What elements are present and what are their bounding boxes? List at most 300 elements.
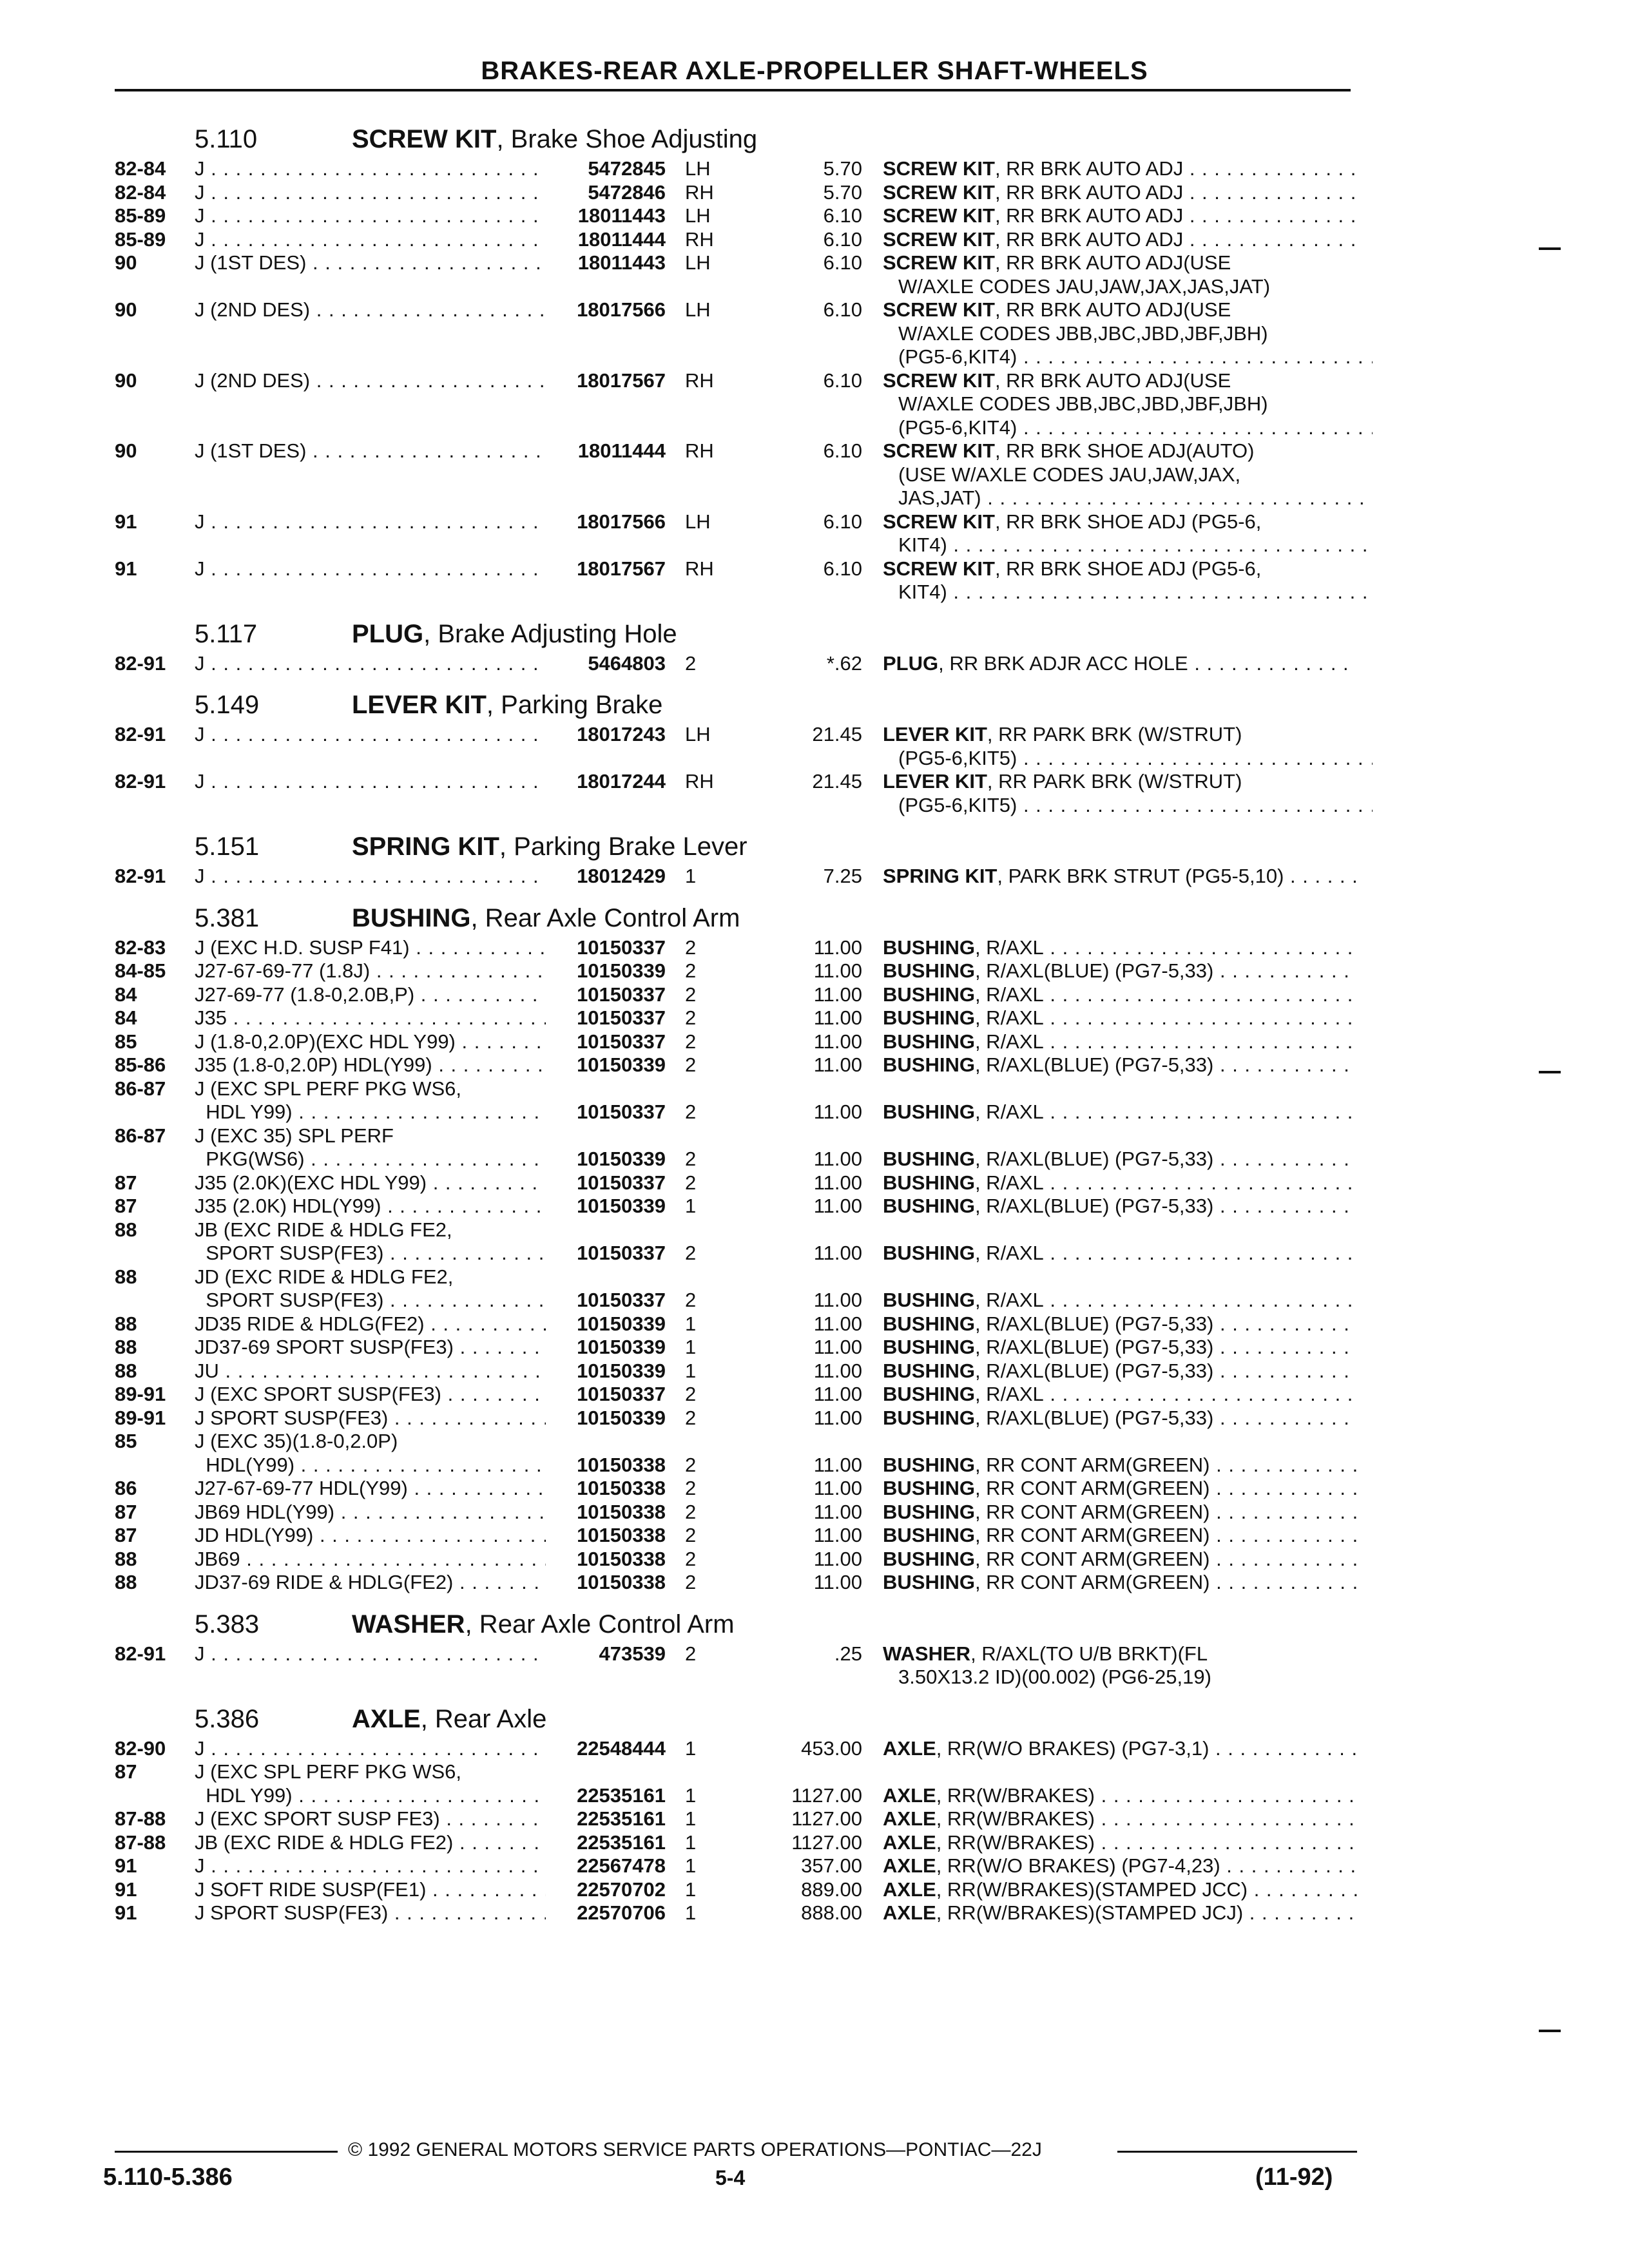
model-years: 88 xyxy=(115,1218,137,1241)
part-number: 10150339 xyxy=(577,1359,666,1382)
section-number: 5.383 xyxy=(195,1610,260,1639)
leader-dots xyxy=(453,1571,546,1593)
leader-dots xyxy=(1095,1807,1357,1830)
application-text: J27-69-77 (1.8-0,2.0B,P) xyxy=(195,983,415,1006)
quantity: RH xyxy=(685,369,714,392)
application-desc xyxy=(195,1760,546,1784)
price: 6.10 xyxy=(823,204,862,227)
leader-dots xyxy=(456,1030,546,1053)
part-number: 5472845 xyxy=(588,157,666,180)
part-name xyxy=(883,1548,1357,1571)
part-name-text: , R/AXL xyxy=(974,936,1044,959)
section-title-main: LEVER KIT xyxy=(352,691,487,719)
part-name-text: (PG5-6,KIT5) xyxy=(898,746,1017,769)
application-text: J (2ND DES) xyxy=(195,298,311,321)
part-name-bold: SPRING KIT xyxy=(883,865,998,887)
application-text: JD35 RIDE & HDLG(FE2) xyxy=(195,1312,425,1335)
application-desc xyxy=(195,1383,546,1407)
part-name xyxy=(883,1030,1357,1054)
section-title xyxy=(352,832,747,861)
part-name-bold: BUSHING xyxy=(883,1242,975,1264)
application-desc xyxy=(195,1148,546,1171)
part-name-text: , RR CONT ARM(GREEN) xyxy=(974,1500,1210,1523)
part-name-text: KIT4) xyxy=(898,581,947,603)
price: 21.45 xyxy=(812,770,862,793)
page-title: BRAKES-REAR AXLE-PROPELLER SHAFT-WHEELS xyxy=(481,57,1148,85)
application-text: JB (EXC RIDE & HDLG FE2) xyxy=(195,1831,454,1854)
leader-dots xyxy=(1210,1454,1357,1476)
part-name-text: , RR(W/BRAKES) xyxy=(936,1783,1095,1807)
part-name xyxy=(883,865,1357,889)
part-name-text: , R/AXL xyxy=(974,1289,1044,1311)
price: 11.00 xyxy=(813,959,862,982)
part-row xyxy=(115,1265,1358,1312)
leader-dots xyxy=(1213,1195,1357,1217)
application-desc xyxy=(195,1030,546,1054)
application-desc xyxy=(195,959,546,983)
part-name-bold: BUSHING xyxy=(883,1500,975,1523)
quantity: 2 xyxy=(685,1642,697,1665)
part-name xyxy=(883,204,1357,228)
application-text: J27-67-69-77 (1.8J) xyxy=(195,959,371,982)
quantity: 2 xyxy=(685,1289,697,1311)
leader-dots xyxy=(1044,1171,1357,1194)
leader-dots xyxy=(293,1100,546,1123)
price: 11.00 xyxy=(813,1336,862,1358)
quantity: LH xyxy=(685,723,711,745)
part-name-bold: SCREW KIT xyxy=(883,557,995,580)
part-row xyxy=(115,510,1358,557)
part-row xyxy=(115,1430,1358,1477)
application-desc xyxy=(195,1524,546,1548)
price: 7.25 xyxy=(823,865,862,887)
application-desc xyxy=(195,1784,546,1808)
part-name-bold: SCREW KIT xyxy=(883,369,995,392)
part-name-bold: BUSHING xyxy=(883,1006,975,1029)
part-name-text: , R/AXL(BLUE) (PG7-5,33) xyxy=(974,1312,1214,1335)
section-title xyxy=(352,125,757,154)
quantity: 2 xyxy=(685,1383,697,1405)
part-row xyxy=(115,1878,1358,1902)
part-row xyxy=(115,1407,1358,1430)
part-name xyxy=(883,581,1373,604)
part-number: 10150339 xyxy=(577,959,666,982)
part-number: 10150337 xyxy=(577,1030,666,1053)
application-text: J xyxy=(195,204,205,227)
model-years: 88 xyxy=(115,1265,137,1288)
section-title-main: BUSHING xyxy=(352,903,471,932)
application-text: J (EXC 35) SPL PERF xyxy=(195,1124,394,1147)
quantity: 2 xyxy=(685,1053,697,1076)
leader-dots xyxy=(305,1148,546,1170)
part-number: 18012429 xyxy=(577,865,666,887)
quantity: 2 xyxy=(685,1477,697,1499)
model-years: 82-84 xyxy=(115,180,166,204)
part-name-text: , R/AXL xyxy=(974,1383,1044,1405)
model-years: 86-87 xyxy=(115,1077,166,1100)
section-title xyxy=(352,691,662,720)
price: 6.10 xyxy=(823,557,862,580)
part-row xyxy=(115,1336,1358,1360)
part-row xyxy=(115,181,1358,205)
application-desc xyxy=(195,1312,546,1336)
quantity: 1 xyxy=(685,1336,697,1358)
section-number: 5.386 xyxy=(195,1704,260,1733)
leader-dots xyxy=(1210,1571,1357,1593)
part-row xyxy=(115,204,1358,228)
leader-dots xyxy=(454,1336,546,1358)
application-text: JB69 xyxy=(195,1547,240,1570)
part-name xyxy=(883,181,1357,205)
part-number: 10150339 xyxy=(577,1406,666,1429)
revision-date: (11-92) xyxy=(1255,2164,1333,2191)
application-desc xyxy=(195,181,546,205)
application-desc xyxy=(195,1218,546,1242)
quantity: LH xyxy=(685,510,711,533)
model-years: 91 xyxy=(115,1854,137,1877)
leader-dots xyxy=(205,510,546,533)
part-name xyxy=(883,1195,1357,1218)
part-name-bold: BUSHING xyxy=(883,936,975,959)
leader-dots xyxy=(1044,1030,1357,1053)
leader-dots xyxy=(205,723,546,745)
part-name-text: , R/AXL xyxy=(974,1171,1044,1194)
model-years: 82-83 xyxy=(115,936,166,959)
section-title xyxy=(352,1705,546,1734)
part-row xyxy=(115,936,1358,960)
application-text: JB69 HDL(Y99) xyxy=(195,1500,335,1523)
price: 11.00 xyxy=(813,1453,862,1476)
part-number: 5464803 xyxy=(588,651,666,675)
part-name-text: (PG5-6,KIT4) xyxy=(898,345,1017,368)
application-desc xyxy=(195,1807,546,1831)
part-name-bold: LEVER KIT xyxy=(883,723,987,745)
part-name-bold: PLUG xyxy=(883,651,939,675)
price: 6.10 xyxy=(823,251,862,274)
quantity: 2 xyxy=(685,959,697,982)
section-number: 5.381 xyxy=(195,903,260,932)
leader-dots xyxy=(1183,204,1357,227)
part-name-text: , RR(W/BRAKES) xyxy=(936,1807,1095,1830)
application-text: J xyxy=(195,1736,205,1760)
price: 357.00 xyxy=(801,1854,862,1877)
part-number: 22548444 xyxy=(577,1736,666,1760)
quantity: RH xyxy=(685,557,714,580)
quantity: 2 xyxy=(685,1500,697,1523)
application-desc xyxy=(195,157,546,181)
part-name-bold: BUSHING xyxy=(883,1359,975,1382)
part-row xyxy=(115,1831,1358,1855)
price: 6.10 xyxy=(823,227,862,251)
part-number: 18017567 xyxy=(577,369,666,392)
quantity: 2 xyxy=(685,1406,697,1429)
section-title-rest: , Brake Adjusting Hole xyxy=(423,619,677,648)
application-text: J (1.8-0,2.0P)(EXC HDL Y99) xyxy=(195,1030,456,1053)
application-text: PKG(WS6) xyxy=(195,1148,305,1170)
part-name-bold: LEVER KIT xyxy=(883,770,987,793)
section-heading xyxy=(115,125,1358,157)
price: 11.00 xyxy=(813,1500,862,1523)
model-years: 82-91 xyxy=(115,865,166,887)
application-desc xyxy=(195,1242,546,1265)
application-desc xyxy=(195,1642,546,1666)
part-name-bold: BUSHING xyxy=(883,959,975,982)
part-number: 10150337 xyxy=(577,1242,666,1264)
model-years: 88 xyxy=(115,1359,137,1382)
price: 6.10 xyxy=(823,369,862,392)
leader-dots xyxy=(1210,1548,1357,1570)
leader-dots xyxy=(1183,181,1357,204)
leader-dots xyxy=(310,369,546,392)
quantity: 2 xyxy=(685,1547,697,1570)
application-text: JD37-69 SPORT SUSP(FE3) xyxy=(195,1336,454,1358)
leader-dots xyxy=(1213,1360,1357,1382)
part-name-bold: SCREW KIT xyxy=(883,251,995,274)
part-name-bold: BUSHING xyxy=(883,1453,975,1476)
application-text: JD (EXC RIDE & HDLG FE2, xyxy=(195,1265,454,1288)
application-text: SPORT SUSP(FE3) xyxy=(195,1289,384,1311)
application-text: J (2ND DES) xyxy=(195,369,311,392)
model-years: 89-91 xyxy=(115,1383,166,1405)
part-name-bold: BUSHING xyxy=(883,983,975,1006)
leader-dots xyxy=(1183,157,1357,180)
application-text: J xyxy=(195,1642,205,1665)
section xyxy=(115,620,1358,676)
quantity: RH xyxy=(685,439,714,462)
leader-dots xyxy=(310,298,546,321)
leader-dots xyxy=(1213,1336,1357,1358)
leader-dots xyxy=(205,770,546,793)
part-row xyxy=(115,1077,1358,1124)
part-name xyxy=(883,251,1357,275)
model-years: 82-91 xyxy=(115,770,166,793)
part-number: 10150337 xyxy=(577,1383,666,1405)
part-name-text: , R/AXL(BLUE) (PG7-5,33) xyxy=(974,1336,1214,1358)
part-name xyxy=(883,486,1373,510)
leader-dots xyxy=(1017,794,1373,816)
price: 11.00 xyxy=(813,1547,862,1570)
quantity: 1 xyxy=(685,1195,697,1217)
application-text: HDL Y99) xyxy=(195,1783,293,1807)
part-name-bold: SCREW KIT xyxy=(883,227,995,251)
leader-dots xyxy=(414,983,546,1006)
section-heading xyxy=(115,832,1358,865)
leader-dots xyxy=(205,1737,546,1760)
part-name-bold: BUSHING xyxy=(883,1336,975,1358)
application-text: J35 (2.0K)(EXC HDL Y99) xyxy=(195,1171,427,1194)
part-number: 10150337 xyxy=(577,983,666,1006)
part-name-text: (PG5-6,KIT5) xyxy=(898,793,1017,816)
part-name-text: , RR BRK SHOE ADJ (PG5-6, xyxy=(994,557,1262,580)
section-title-main: WASHER xyxy=(352,1610,465,1639)
part-name-text: (USE W/AXLE CODES JAU,JAW,JAX, xyxy=(898,463,1241,486)
part-name-text: , RR BRK AUTO ADJ xyxy=(994,157,1184,180)
part-row xyxy=(115,228,1358,252)
leader-dots xyxy=(1213,1312,1357,1335)
application-desc xyxy=(195,1430,546,1454)
part-name xyxy=(883,1053,1357,1077)
model-years: 88 xyxy=(115,1336,137,1358)
part-row xyxy=(115,1477,1358,1501)
part-name xyxy=(883,1148,1357,1171)
part-name-bold: BUSHING xyxy=(883,1571,975,1593)
part-name xyxy=(883,1854,1357,1878)
part-name xyxy=(883,983,1357,1007)
part-row xyxy=(115,439,1358,510)
leader-dots xyxy=(1044,936,1357,959)
part-name-bold: SCREW KIT xyxy=(883,157,995,180)
leader-dots xyxy=(205,228,546,251)
part-name-text: , RR(W/O BRAKES) (PG7-4,23) xyxy=(936,1854,1220,1877)
part-name xyxy=(883,1383,1357,1407)
quantity: 2 xyxy=(685,1100,697,1123)
model-years: 82-91 xyxy=(115,723,166,745)
model-years: 86 xyxy=(115,1477,137,1499)
application-text: J xyxy=(195,510,205,533)
model-years: 91 xyxy=(115,557,137,580)
application-text: J35 (2.0K) HDL(Y99) xyxy=(195,1195,381,1217)
part-name xyxy=(883,1171,1357,1195)
application-desc xyxy=(195,1477,546,1501)
part-name xyxy=(883,1878,1357,1902)
model-years: 85 xyxy=(115,1030,137,1053)
section-heading xyxy=(115,904,1358,936)
price: 11.00 xyxy=(813,1242,862,1264)
section-title-rest: , Parking Brake xyxy=(486,691,663,719)
section-title-main: AXLE xyxy=(352,1704,421,1733)
part-name-text: , RR BRK AUTO ADJ(USE xyxy=(994,369,1231,392)
part-number: 10150338 xyxy=(577,1477,666,1499)
application-desc xyxy=(195,1501,546,1524)
part-name-text: , R/AXL xyxy=(974,1100,1044,1123)
part-name xyxy=(883,1407,1357,1430)
section-heading xyxy=(115,1610,1358,1642)
part-number: 10150338 xyxy=(577,1524,666,1546)
footer-rule-left xyxy=(115,2151,338,2153)
model-years: 87-88 xyxy=(115,1831,166,1854)
part-name-bold: BUSHING xyxy=(883,1289,975,1311)
part-name-text: , PARK BRK STRUT (PG5-5,10) xyxy=(997,865,1284,887)
quantity: 1 xyxy=(685,1901,697,1924)
part-name xyxy=(883,1006,1357,1030)
application-text: J27-67-69-77 HDL(Y99) xyxy=(195,1477,408,1499)
application-desc xyxy=(195,251,546,275)
part-name xyxy=(883,369,1357,393)
application-desc xyxy=(195,1195,546,1218)
leader-dots xyxy=(1213,1407,1357,1429)
part-name xyxy=(883,1454,1357,1477)
part-name xyxy=(883,1360,1357,1383)
part-name xyxy=(883,959,1357,983)
part-name-text: , RR CONT ARM(GREEN) xyxy=(974,1453,1210,1476)
part-name-bold: SCREW KIT xyxy=(883,204,995,227)
part-name xyxy=(883,322,1373,346)
margin-mark xyxy=(1539,247,1561,250)
model-years: 88 xyxy=(115,1571,137,1593)
application-text: J xyxy=(195,227,205,251)
application-desc xyxy=(195,204,546,228)
application-text: HDL(Y99) xyxy=(195,1453,295,1476)
part-name xyxy=(883,1784,1357,1808)
leader-dots xyxy=(425,1312,546,1335)
application-desc xyxy=(195,1548,546,1571)
part-number: 22535161 xyxy=(577,1783,666,1807)
leader-dots xyxy=(1284,865,1357,887)
quantity: 2 xyxy=(685,1453,697,1476)
part-number: 10150339 xyxy=(577,1148,666,1170)
model-years: 84 xyxy=(115,1006,137,1029)
price: 1127.00 xyxy=(791,1831,862,1854)
leader-dots xyxy=(947,533,1373,556)
model-years: 84-85 xyxy=(115,959,166,982)
leader-dots xyxy=(205,652,546,675)
part-row xyxy=(115,652,1358,676)
application-text: J (EXC SPL PERF PKG WS6, xyxy=(195,1077,462,1100)
part-name-text: , R/AXL(BLUE) (PG7-5,33) xyxy=(974,1359,1214,1382)
part-name xyxy=(883,416,1373,440)
leader-dots xyxy=(1095,1831,1357,1854)
section xyxy=(115,1705,1358,1925)
application-text: J xyxy=(195,180,205,204)
part-number: 22535161 xyxy=(577,1807,666,1830)
part-row xyxy=(115,723,1358,770)
quantity: RH xyxy=(685,770,714,793)
model-years: 87 xyxy=(115,1760,137,1783)
application-desc xyxy=(195,983,546,1007)
price: 11.00 xyxy=(813,1053,862,1076)
part-name-text: 3.50X13.2 ID)(00.002) (PG6-25,19) xyxy=(898,1666,1211,1688)
application-desc xyxy=(195,1571,546,1595)
leader-dots xyxy=(1188,652,1357,675)
price: 11.00 xyxy=(813,1312,862,1335)
leader-dots xyxy=(383,1242,546,1264)
part-name-text: , R/AXL xyxy=(974,1242,1044,1264)
part-row xyxy=(115,1383,1358,1407)
part-name-text: W/AXLE CODES JAU,JAW,JAX,JAS,JAT) xyxy=(898,274,1271,298)
part-name-text: , RR PARK BRK (W/STRUT) xyxy=(987,770,1242,793)
leader-dots xyxy=(313,1524,546,1546)
application-text: J (EXC SPORT SUSP(FE3) xyxy=(195,1383,441,1405)
price: 21.45 xyxy=(812,723,862,745)
section-range: 5.110-5.386 xyxy=(103,2164,233,2191)
section xyxy=(115,1610,1358,1689)
leader-dots xyxy=(1248,1878,1357,1901)
quantity: 1 xyxy=(685,1831,697,1854)
leader-dots xyxy=(334,1501,546,1523)
application-desc xyxy=(195,1831,546,1855)
part-name-text: , R/AXL(TO U/B BRKT)(FL xyxy=(970,1642,1208,1665)
leader-dots xyxy=(1243,1901,1357,1924)
part-row xyxy=(115,865,1358,889)
part-number: 10150339 xyxy=(577,1195,666,1217)
part-name-bold: AXLE xyxy=(883,1831,936,1854)
page-number: 5-4 xyxy=(715,2166,746,2189)
part-number: 18011444 xyxy=(577,227,666,251)
part-name-bold: SCREW KIT xyxy=(883,510,995,533)
leader-dots xyxy=(981,486,1373,509)
application-text: JD HDL(Y99) xyxy=(195,1524,314,1546)
model-years: 85 xyxy=(115,1430,137,1452)
application-desc xyxy=(195,1901,546,1925)
application-desc xyxy=(195,865,546,889)
part-number: 18017566 xyxy=(577,298,666,321)
model-years: 85-89 xyxy=(115,227,166,251)
quantity: LH xyxy=(685,157,711,180)
application-desc xyxy=(195,1006,546,1030)
part-name-bold: BUSHING xyxy=(883,1383,975,1405)
leader-dots xyxy=(383,1289,546,1311)
part-number: 18017244 xyxy=(577,770,666,793)
